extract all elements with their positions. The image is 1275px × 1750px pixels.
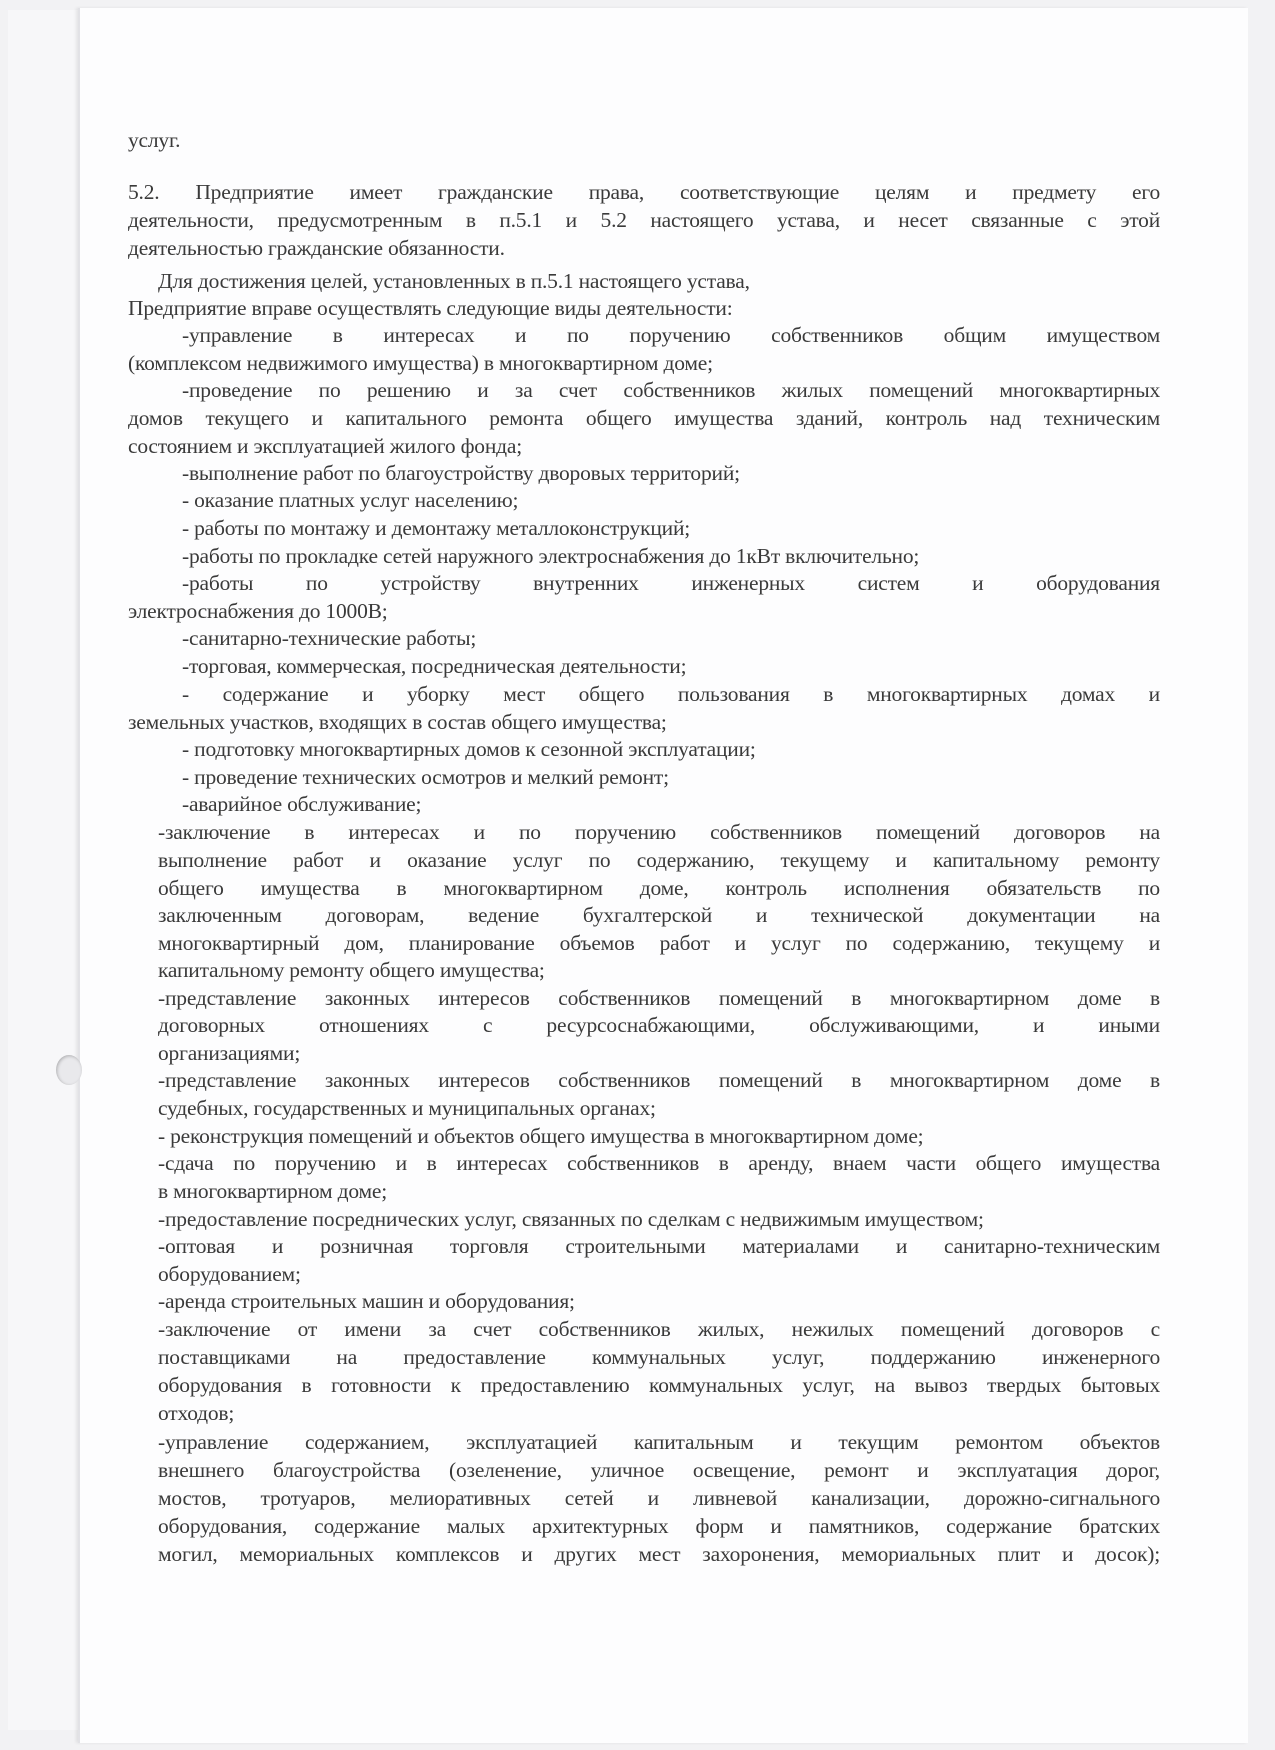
text-line: поставщиками на предоставление коммунальных услуг, поддержанию инженерного	[158, 1345, 1160, 1369]
text-line: оборудования, содержание малых архитектурных форм и памятников, содержание братских	[158, 1514, 1160, 1538]
text-line: общего имущества в многоквартирном доме, контроль исполнения обязательств по	[158, 876, 1160, 900]
text-line: -аварийное обслуживание;	[182, 792, 422, 816]
text-line: - реконструкция помещений и объектов общего имущества в многоквартирном доме;	[158, 1124, 924, 1148]
text-line: -заключение в интересах и по поручению собственников помещений договоров на	[158, 820, 1160, 844]
text-line: -заключение от имени за счет собственников жилых, нежилых помещений договоров с	[158, 1317, 1160, 1341]
text-line: деятельностью гражданские обязанности.	[128, 236, 505, 260]
text-line: оборудованием;	[158, 1262, 301, 1286]
text-line: электроснабжения до 1000В;	[128, 599, 388, 623]
text-line: мостов, тротуаров, мелиоративных сетей и ливневой канализации, дорожно-сигнального	[158, 1486, 1160, 1510]
text-line: земельных участков, входящих в состав общего имущества;	[128, 710, 667, 734]
text-line: судебных, государственных и муниципальных органах;	[158, 1096, 656, 1120]
text-line: в многоквартирном доме;	[158, 1179, 388, 1203]
text-line: - оказание платных услуг населению;	[182, 488, 519, 512]
back-page-edge	[8, 10, 88, 1730]
text-line: деятельности, предусмотренным в п.5.1 и 5.2 настоящего устава, и несет связанные с этой	[128, 208, 1160, 232]
text-line: -проведение по решению и за счет собственников жилых помещений многоквартирных	[182, 378, 1160, 402]
text-line: Для достижения целей, установленных в п.5.1 настоящего устава,	[158, 269, 750, 293]
punch-hole	[56, 1055, 82, 1085]
text-line: - проведение технических осмотров и мелкий ремонт;	[182, 765, 669, 789]
text-line: внешнего благоустройства (озеленение, уличное освещение, ремонт и эксплуатация дорог,	[158, 1458, 1160, 1482]
text-line: Предприятие вправе осуществлять следующие виды деятельности:	[128, 296, 733, 320]
text-line: могил, мемориальных комплексов и других мест захоронения, мемориальных плит и досок);	[158, 1542, 1160, 1566]
text-line: капитальному ремонту общего имущества;	[158, 958, 545, 982]
text-line: заключенным договорам, ведение бухгалтерской и технической документации на	[158, 903, 1160, 927]
text-line: -сдача по поручению и в интересах собственников в аренду, внаем части общего имущества	[158, 1151, 1160, 1175]
text-line: -представление законных интересов собственников помещений в многоквартирном доме в	[158, 986, 1160, 1010]
text-line: выполнение работ и оказание услуг по содержанию, текущему и капитальному ремонту	[158, 848, 1160, 872]
text-line: многоквартирный дом, планирование объемов работ и услуг по содержанию, текущему и	[158, 931, 1160, 955]
text-line: (комплексом недвижимого имущества) в многоквартирном доме;	[128, 351, 713, 375]
text-line: -предоставление посреднических услуг, связанных по сделкам с недвижимым имуществом;	[158, 1207, 984, 1231]
text-line: договорных отношениях с ресурсоснабжающими, обслуживающими, и иными	[158, 1013, 1160, 1037]
text-line: домов текущего и капитального ремонта общего имущества зданий, контроль над техническим	[128, 406, 1160, 430]
text-line: 5.2. Предприятие имеет гражданские права, соответствующие целям и предмету его	[128, 180, 1160, 204]
text-line: состоянием и эксплуатацией жилого фонда;	[128, 434, 523, 458]
text-line: организациями;	[158, 1041, 301, 1065]
text-line: -работы по прокладке сетей наружного электроснабжения до 1кВт включительно;	[182, 544, 920, 568]
text-line: услуг.	[128, 128, 181, 152]
text-line: -оптовая и розничная торговля строительными материалами и санитарно-техническим	[158, 1234, 1160, 1258]
text-line: -торговая, коммерческая, посредническая деятельности;	[182, 654, 687, 678]
text-line: - подготовку многоквартирных домов к сезонной эксплуатации;	[182, 737, 756, 761]
text-line: оборудования в готовности к предоставлению коммунальных услуг, на вывоз твердых бытовых	[158, 1373, 1160, 1397]
text-line: - работы по монтажу и демонтажу металлоконструкций;	[182, 516, 691, 540]
text-line: -управление содержанием, эксплуатацией капитальным и текущим ремонтом объектов	[158, 1430, 1160, 1454]
text-line: -управление в интересах и по поручению собственников общим имуществом	[182, 323, 1160, 347]
text-line: -санитарно-технические работы;	[182, 626, 477, 650]
page-fold-line	[78, 8, 80, 1743]
text-line: -аренда строительных машин и оборудования;	[158, 1289, 575, 1313]
text-line: -выполнение работ по благоустройству дворовых территорий;	[182, 461, 740, 485]
text-line: -работы по устройству внутренних инженерных систем и оборудования	[182, 571, 1160, 595]
text-line: - содержание и уборку мест общего пользования в многоквартирных домах и	[182, 682, 1160, 706]
text-line: отходов;	[158, 1401, 235, 1425]
text-line: -представление законных интересов собственников помещений в многоквартирном доме в	[158, 1068, 1160, 1092]
